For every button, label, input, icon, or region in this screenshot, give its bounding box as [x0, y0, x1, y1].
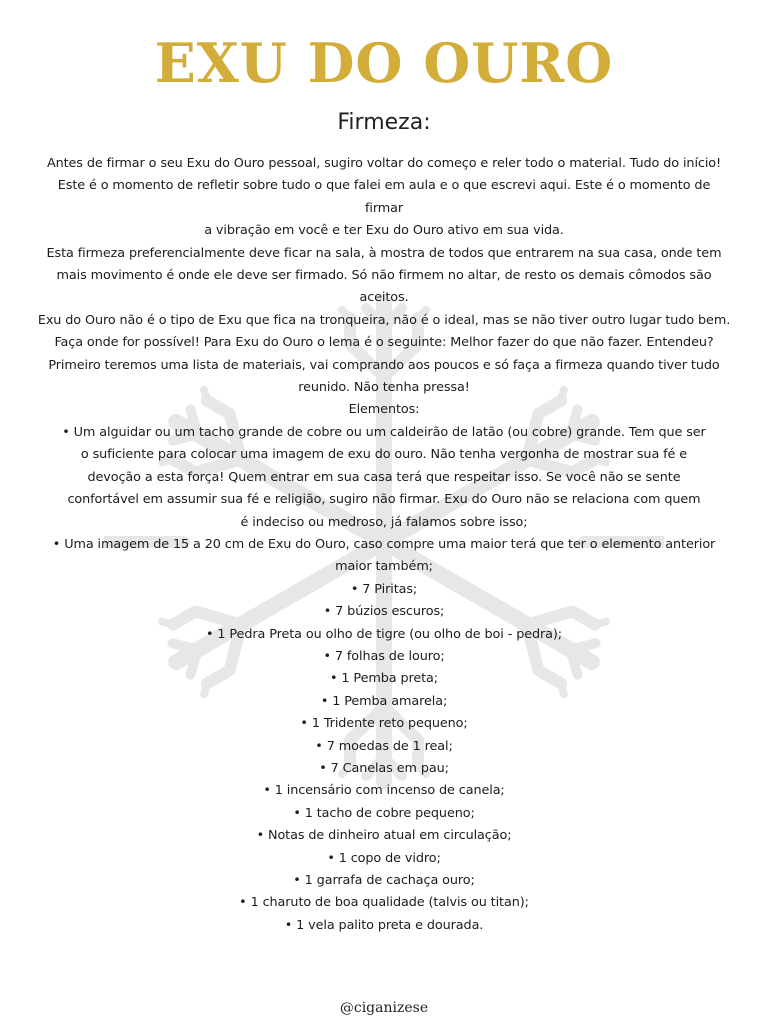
body-line: Primeiro teremos uma lista de materiais, vai comprando aos poucos e só faça a firmeza quando tiver tudo	[48, 357, 720, 373]
list-item-continuation: é indeciso ou medroso, já falamos sobre isso;	[240, 514, 528, 530]
list-item: • 1 Tridente reto pequeno;	[300, 716, 468, 732]
list-item-continuation: o suficiente para colocar uma imagem de exu do ouro. Não tenha vergonha de mostrar sua fé e	[80, 447, 688, 463]
list-item: • 7 Canelas em pau;	[319, 760, 449, 776]
body-line: Este é o momento de refletir sobre tudo o que falei em aula e o que escrevi aqui. Este é o momento de	[57, 178, 711, 194]
list-item: • 1 Pemba preta;	[329, 671, 438, 687]
list-item-continuation: maior também;	[335, 559, 433, 575]
list-item: • Notas de dinheiro atual em circulação;	[256, 828, 512, 844]
document-title: EXU DO OURO	[154, 31, 614, 95]
list-item: • 1 charuto de boa qualidade (talvis ou titan);	[239, 895, 529, 911]
body-line: firmar	[364, 200, 404, 216]
list-item: • 7 folhas de louro;	[323, 648, 445, 664]
list-item: • 1 incensário com incenso de canela;	[263, 783, 505, 799]
list-item: • 1 vela palito preta e dourada.	[284, 917, 484, 933]
body-line: Faça onde for possível! Para Exu do Ouro o lema é o seguinte: Melhor fazer do que não fazer. Entendeu?	[54, 335, 714, 351]
body-line: aceitos.	[359, 290, 409, 306]
list-item: • 1 Pedra Preta ou olho de tigre (ou olho de boi - pedra);	[205, 626, 563, 642]
document-subtitle: Firmeza:	[337, 110, 431, 135]
list-item: • Um alguidar ou um tacho grande de cobre ou um caldeirão de latão (ou cobre) grande. Tem que ser	[62, 424, 706, 440]
body-line: a vibração em você e ter Exu do Ouro ativo em sua vida.	[204, 223, 564, 239]
list-item-continuation: devoção a esta força! Quem entrar em sua casa terá que respeitar isso. Se você não se sente	[87, 469, 681, 485]
body-line: reunido. Não tenha pressa!	[298, 380, 470, 396]
list-item: • 1 tacho de cobre pequeno;	[293, 805, 475, 821]
list-item: • 7 Piritas;	[350, 581, 418, 597]
social-handle: @ciganizese	[339, 1000, 429, 1016]
list-item: • 7 moedas de 1 real;	[315, 738, 453, 754]
body-line: Antes de firmar o seu Exu do Ouro pessoal, sugiro voltar do começo e reler todo o material. Tudo do início!	[46, 156, 722, 171]
list-item: • 7 búzios escuros;	[323, 604, 445, 620]
section-heading-elementos: Elementos:	[348, 402, 420, 418]
list-item: • 1 garrafa de cachaça ouro;	[293, 873, 475, 888]
list-item: • 1 Pemba amarela;	[320, 693, 448, 709]
list-item-continuation: confortável em assumir sua fé e religião, sugiro não firmar. Exu do Ouro não se relaciona com quem	[67, 492, 701, 508]
body-line: Esta firmeza preferencialmente deve ficar na sala, à mostra de todos que entrarem na sua casa, onde tem	[46, 245, 722, 261]
list-item: • Uma imagem de 15 a 20 cm de Exu do Ouro, caso compre uma maior terá que ter o elemento anterior	[52, 536, 716, 552]
body-line: Exu do Ouro não é o tipo de Exu que fica na tronqueira, não é o ideal, mas se não tiver outro lugar tudo bem.	[37, 312, 731, 328]
body-line: mais movimento é onde ele deve ser firmado. Só não firmem no altar, de resto os demais cômodos são	[56, 268, 712, 284]
list-item: • 1 copo de vidro;	[327, 850, 441, 866]
document-body	[12, 153, 756, 937]
